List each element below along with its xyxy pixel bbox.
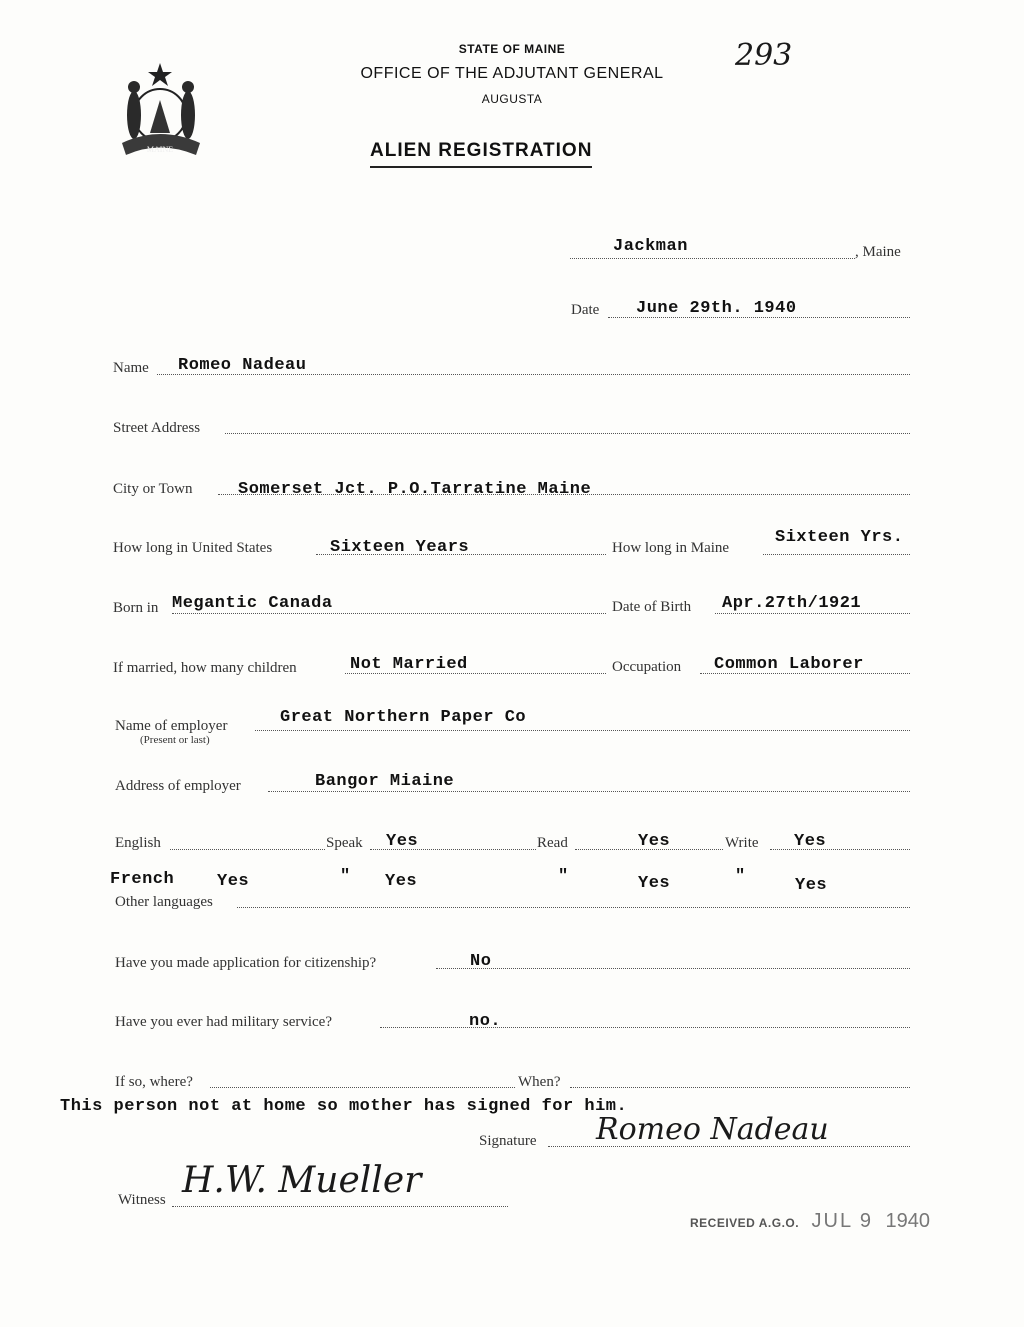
- born-value: Megantic Canada: [172, 594, 333, 613]
- svg-text:MAINE: MAINE: [146, 145, 174, 154]
- maine-stay-label: How long in Maine: [612, 540, 730, 556]
- when-line: [570, 1087, 910, 1088]
- dob-label: Date of Birth: [612, 599, 692, 615]
- name-label: Name: [113, 360, 149, 376]
- occupation-value: Common Laborer: [714, 655, 864, 674]
- ditto-3: ": [735, 867, 746, 886]
- dob-line: [715, 613, 910, 614]
- write-label: Write: [725, 835, 759, 851]
- city-name: AUGUSTA: [481, 92, 543, 106]
- english-line-1: [170, 849, 325, 850]
- town-line: [570, 258, 855, 259]
- city-label: City or Town: [113, 481, 193, 497]
- witness-label: Witness: [118, 1192, 166, 1208]
- read-value: Yes: [638, 832, 671, 851]
- maine-stay-line: [763, 554, 910, 555]
- note-text: This person not at home so mother has signed for him.: [60, 1097, 628, 1116]
- english-line-4: [770, 849, 910, 850]
- file-number: 293: [735, 38, 793, 73]
- received-stamp: [690, 1210, 930, 1233]
- where-label: If so, where?: [115, 1074, 193, 1090]
- employer-line: [255, 730, 910, 731]
- born-label: Born in: [113, 600, 159, 616]
- military-value: no.: [469, 1012, 502, 1031]
- other-language: French: [110, 870, 175, 889]
- date-label: Date: [571, 302, 600, 318]
- citizenship-label: Have you made application for citizenship?: [115, 955, 377, 971]
- signature-value: Romeo Nadeau: [596, 1112, 829, 1147]
- other-value-4: Yes: [795, 876, 828, 895]
- children-value: Not Married: [350, 655, 468, 674]
- received-year: 1940: [885, 1210, 930, 1232]
- other-languages-label: Other languages: [115, 894, 213, 910]
- other-languages-line: [237, 907, 910, 908]
- english-label: English: [115, 835, 161, 851]
- page-title: ALIEN REGISTRATION: [370, 140, 592, 168]
- employer-address-label: Address of employer: [115, 778, 241, 794]
- other-value-2: Yes: [385, 872, 418, 891]
- employer-address-line: [268, 791, 910, 792]
- employer-label: Name of employer: [115, 718, 228, 734]
- received-date: JUL 9: [811, 1210, 874, 1232]
- born-line: [172, 613, 606, 614]
- name-value: Romeo Nadeau: [178, 356, 307, 375]
- other-value-3: Yes: [638, 874, 671, 893]
- speak-value: Yes: [386, 832, 419, 851]
- town-suffix: , Maine: [855, 244, 901, 260]
- received-label: RECEIVED A.G.O.: [690, 1216, 800, 1230]
- street-label: Street Address: [113, 420, 201, 436]
- ditto-2: ": [558, 867, 569, 886]
- military-label: Have you ever had military service?: [115, 1014, 332, 1030]
- read-label: Read: [537, 835, 568, 851]
- us-stay-label: How long in United States: [113, 540, 273, 556]
- dob-value: Apr.27th/1921: [722, 594, 862, 613]
- speak-label: Speak: [326, 835, 363, 851]
- street-line: [225, 433, 910, 434]
- children-label: If married, how many children: [113, 660, 297, 676]
- witness-value: H.W. Mueller: [182, 1160, 422, 1201]
- employer-value: Great Northern Paper Co: [280, 708, 527, 727]
- employer-sublabel: (Present or last): [140, 734, 210, 746]
- where-line: [210, 1087, 515, 1088]
- citizenship-value: No: [470, 952, 492, 971]
- military-line: [380, 1027, 910, 1028]
- state-name: STATE OF MAINE: [458, 42, 566, 56]
- ditto-1: ": [340, 867, 351, 886]
- signature-label: Signature: [479, 1133, 537, 1149]
- date-value: June 29th. 1940: [636, 299, 797, 318]
- maine-stay-value: Sixteen Yrs.: [775, 528, 904, 547]
- when-label: When?: [518, 1074, 561, 1090]
- town-value: Jackman: [613, 237, 688, 256]
- office-name: OFFICE OF THE ADJUTANT GENERAL: [360, 65, 664, 82]
- us-stay-value: Sixteen Years: [330, 538, 470, 557]
- other-value-1: Yes: [217, 872, 250, 891]
- city-value: Somerset Jct. P.O.Tarratine Maine: [238, 480, 592, 499]
- witness-line: [172, 1206, 508, 1207]
- write-value: Yes: [794, 832, 827, 851]
- occupation-label: Occupation: [612, 659, 682, 675]
- citizenship-line: [436, 968, 910, 969]
- employer-address-value: Bangor Miaine: [315, 772, 455, 791]
